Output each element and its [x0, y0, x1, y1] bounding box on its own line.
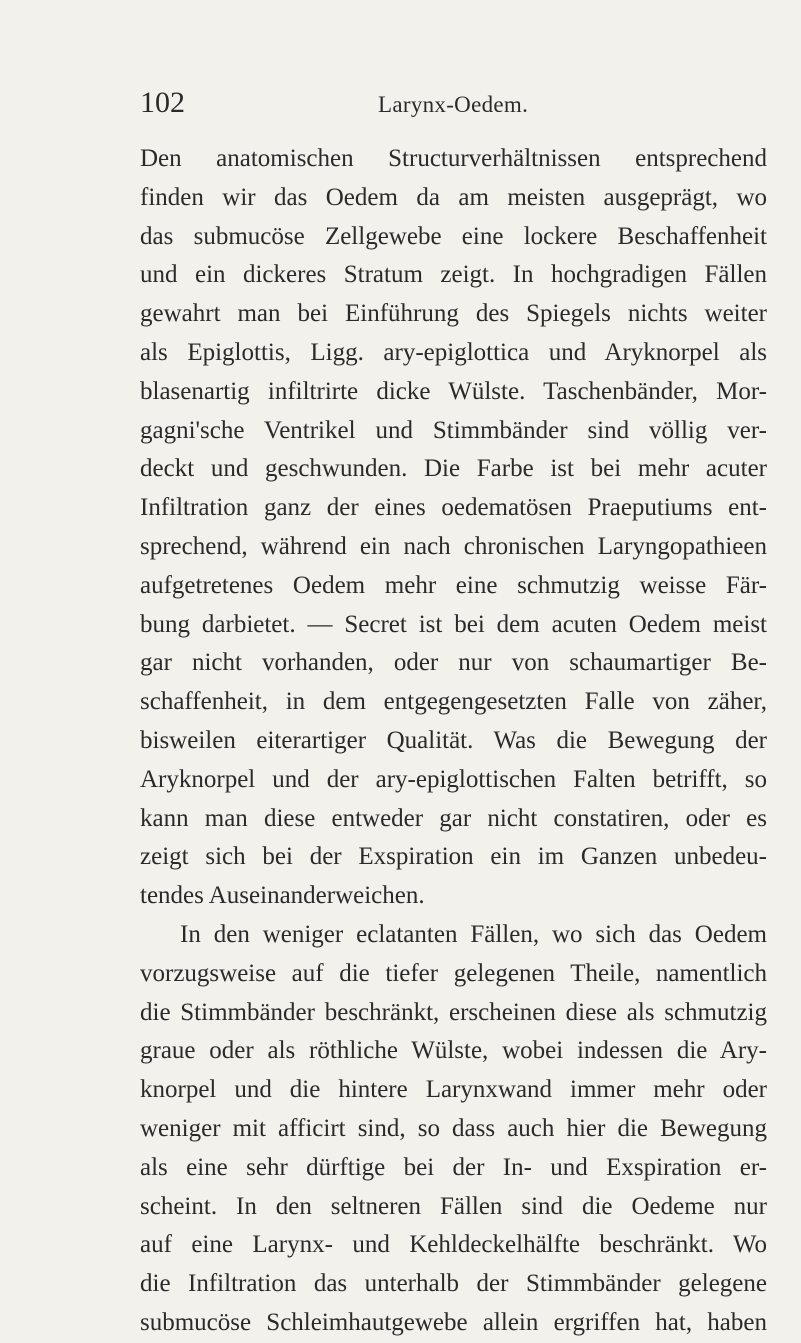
text-line: gar nicht vorhanden, oder nur von schaumartiger Be-: [140, 649, 767, 677]
text-line: graue oder als röthliche Wülste, wobei indessen die Ary-: [140, 1037, 767, 1065]
text-line: und ein dickeres Stratum zeigt. In hochgradigen Fällen: [140, 261, 767, 289]
text-line: gagni'sche Ventrikel und Stimmbänder sind völlig ver-: [140, 416, 767, 444]
text-line: das submucöse Zellgewebe eine lockere Beschaffenheit: [140, 222, 767, 250]
text-line: als eine sehr dürftige bei der In- und Exspiration er-: [140, 1153, 767, 1181]
text-line: bung darbietet. — Secret ist bei dem acuten Oedem meist: [140, 610, 767, 638]
text-line: aufgetretenes Oedem mehr eine schmutzig weisse Fär-: [140, 571, 767, 599]
page-number: 102: [140, 86, 185, 119]
text-line: als Epiglottis, Ligg. ary-epiglottica und Aryknorpel als: [140, 338, 767, 366]
text-line: knorpel und die hintere Larynxwand immer mehr oder: [140, 1076, 767, 1104]
text-line: auf eine Larynx- und Kehldeckelhälfte beschränkt. Wo: [140, 1231, 767, 1259]
text-line: Den anatomischen Structurverhältnissen entsprechend: [140, 145, 767, 172]
text-line: weniger mit afficirt sind, so dass auch hier die Bewegung: [140, 1114, 767, 1142]
text-line: die Infiltration das unterhalb der Stimmbänder gelegene: [140, 1270, 767, 1298]
text-line: In den weniger eclatanten Fällen, wo sich das Oedem: [180, 920, 767, 948]
text-line: tendes Auseinanderweichen.: [140, 882, 425, 910]
body-text: [140, 140, 767, 1343]
text-line: zeigt sich bei der Exspiration ein im Ganzen unbedeu-: [140, 843, 767, 871]
text-line: finden wir das Oedem da am meisten ausgeprägt, wo: [140, 183, 767, 211]
text-line: Aryknorpel und der ary-epiglottischen Falten betrifft, so: [140, 765, 767, 793]
text-line: vorzugsweise auf die tiefer gelegenen Theile, namentlich: [140, 959, 767, 987]
text-line: kann man diese entweder gar nicht constatiren, oder es: [140, 804, 767, 832]
text-line: sprechend, während ein nach chronischen Laryngopathieen: [140, 532, 767, 560]
text-line: gewahrt man bei Einführung des Spiegels nichts weiter: [140, 300, 767, 328]
text-line: Infiltration ganz der eines oedematösen Praeputiums ent-: [140, 494, 767, 522]
page-header: [140, 88, 740, 128]
text-line: submucöse Schleimhautgewebe allein ergriffen hat, haben: [140, 1308, 767, 1336]
text-line: bisweilen eiterartiger Qualität. Was die Bewegung der: [140, 726, 767, 754]
text-line: scheint. In den seltneren Fällen sind die Oedeme nur: [140, 1192, 767, 1220]
running-head: Larynx-Oedem.: [378, 92, 529, 117]
text-line: blasenartig infiltrirte dicke Wülste. Taschenbänder, Mor-: [140, 377, 767, 405]
text-line: schaffenheit, in dem entgegengesetzten Falle von zäher,: [140, 688, 767, 716]
text-line: die Stimmbänder beschränkt, erscheinen diese als schmutzig: [140, 998, 767, 1026]
text-line: deckt und geschwunden. Die Farbe ist bei mehr acuter: [140, 455, 767, 483]
